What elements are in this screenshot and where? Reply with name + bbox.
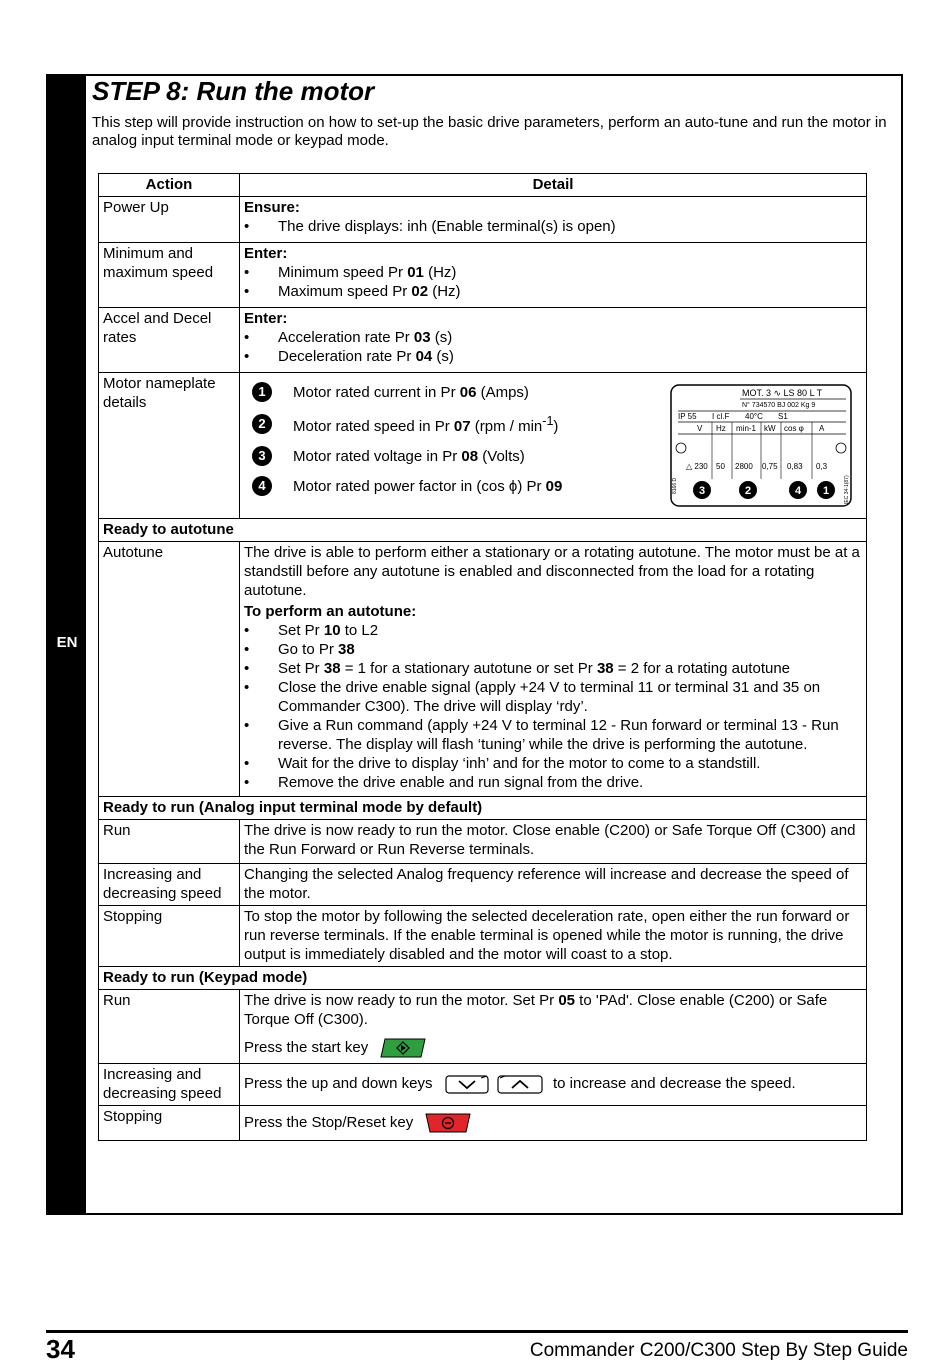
number-badge: 4	[252, 476, 272, 496]
plate-val-a: 0,3	[816, 462, 828, 471]
plate-col-hz: Hz	[716, 424, 726, 433]
bullet-list	[244, 217, 862, 236]
detail-cell	[240, 243, 867, 308]
plate-insulation-class: I cl.F	[712, 412, 730, 421]
footer-divider	[46, 1330, 908, 1333]
item-text: (Amps)	[476, 383, 529, 401]
item-text: (s)	[430, 329, 453, 346]
parameter-number: 38	[323, 660, 341, 677]
parameter-number: 38	[338, 641, 355, 658]
plate-badge-current	[817, 481, 835, 499]
start-key-icon	[380, 1038, 426, 1058]
parameter-number: 07	[453, 418, 471, 435]
plate-col-cos: cos φ	[784, 424, 804, 433]
action-cell: Accel and Decel rates	[99, 308, 240, 373]
list-item	[252, 476, 562, 496]
detail-cell	[240, 1106, 867, 1141]
list-item	[244, 621, 862, 640]
footer-title: Commander C200/C300 Step By Step Guide	[529, 1340, 908, 1361]
list-item	[244, 263, 862, 282]
item-text: (Hz)	[428, 283, 461, 300]
plate-val-cos: 0,83	[787, 462, 803, 471]
list-item	[252, 446, 562, 466]
detail-cell	[240, 542, 867, 797]
table-row	[99, 243, 867, 308]
language-sidebar	[48, 76, 86, 1213]
plate-mot: MOT. 3 ∿ LS 80 L T	[742, 388, 823, 398]
header-action: Action	[99, 174, 240, 197]
table-row	[99, 197, 867, 243]
bullet-list	[244, 621, 862, 792]
header-detail: Detail	[240, 174, 867, 197]
list-item	[252, 412, 562, 436]
item-text: Deceleration rate Pr	[278, 348, 416, 365]
list-item: • The drive displays: inh (Enable terminal(s) is open)	[244, 217, 862, 236]
action-cell: Run	[99, 820, 240, 864]
table-row	[99, 1064, 867, 1106]
section-heading: Ready to autotune	[99, 519, 867, 542]
item-text: (s)	[432, 348, 454, 365]
item-text: Press the up and down keys	[244, 1075, 433, 1093]
item-text	[293, 412, 558, 436]
detail-cell: The drive is now ready to run the motor. Close enable (C200) or Safe Torque Off (C300) and the Run Forward or Run Reverse terminals.	[240, 820, 867, 864]
nameplate-list	[244, 378, 562, 506]
action-cell: Motor nameplate details	[99, 373, 240, 519]
item-text: Go to Pr	[278, 641, 339, 658]
content-frame	[46, 74, 903, 1215]
nameplate-section	[244, 374, 862, 516]
item-text: to L2	[340, 622, 379, 639]
detail-cell	[240, 1064, 867, 1106]
item-text: Acceleration rate Pr	[278, 329, 414, 346]
parameter-number: 03	[413, 329, 431, 346]
item-text: Maximum speed Pr	[278, 283, 412, 300]
detail-cell	[240, 308, 867, 373]
action-cell: Power Up	[99, 197, 240, 243]
detail-cell	[240, 373, 867, 519]
action-cell: Increasing and decreasing speed	[99, 864, 240, 906]
plate-val-hz: 50	[716, 462, 725, 471]
parameter-number: 06	[459, 383, 477, 401]
list-item	[244, 640, 862, 659]
list-item	[244, 347, 862, 366]
plate-temperature: 40°C	[745, 412, 763, 421]
plate-col-kw: kW	[764, 424, 776, 433]
parameter-number: 05	[558, 992, 575, 1009]
table-row	[99, 820, 867, 864]
parameter-number: 01	[407, 264, 424, 281]
item-text: (Volts)	[478, 447, 525, 465]
parameter-number: 38	[596, 660, 614, 677]
action-cell: Autotune	[99, 542, 240, 797]
table-row	[99, 1106, 867, 1141]
table-row	[99, 906, 867, 967]
motor-nameplate-image	[670, 384, 852, 507]
item-text	[293, 447, 525, 466]
table-header-row	[99, 174, 867, 197]
plate-badge-label: 4	[794, 485, 802, 497]
item-text: to 'PAd'. Close enable (C200) or Safe Torque Off (C300).	[244, 992, 828, 1028]
item-text: Minimum speed Pr	[278, 264, 408, 281]
item-text: Press the Stop/Reset key	[244, 1113, 414, 1131]
item-text: Motor rated voltage in Pr	[293, 447, 462, 465]
list-item: • Give a Run command (apply +24 V to terminal 12 - Run forward or terminal 13 - Run reverse. The display will flash ‘tuning’ while the drive is performing the autotune.	[244, 716, 862, 754]
detail-cell	[240, 197, 867, 243]
run-instruction	[244, 991, 862, 1029]
plate-badge-label: 3	[698, 485, 706, 497]
table-row	[99, 990, 867, 1064]
item-text: Set Pr	[278, 622, 324, 639]
section-header-row	[99, 967, 867, 990]
language-label: EN	[56, 634, 78, 651]
item-text: Press the start key	[244, 1039, 369, 1056]
bullet-list	[244, 263, 862, 301]
page-title: STEP 8: Run the motor	[92, 76, 375, 106]
superscript: -1	[542, 414, 554, 428]
plate-val-rpm: 2800	[735, 462, 753, 471]
list-item	[244, 659, 862, 678]
table-row	[99, 373, 867, 519]
plate-side-left: 8166 D	[672, 477, 678, 494]
action-cell: Increasing and decreasing speed	[99, 1064, 240, 1106]
section-heading: Ready to run (Analog input terminal mode by default)	[99, 797, 867, 820]
plate-badge-label: 1	[822, 485, 830, 497]
down-key-icon	[445, 1074, 489, 1094]
number-badge: 1	[252, 382, 272, 402]
plate-col-rpm: min-1	[736, 424, 757, 433]
number-badge: 3	[252, 446, 272, 466]
item-text: Motor rated current in Pr	[293, 383, 460, 401]
parameter-number: 09	[545, 477, 563, 495]
plate-badge-speed	[739, 481, 757, 499]
detail-cell: To stop the motor by following the selected deceleration rate, open either the run forward or run reverse terminals. If the enable terminal is opened while the motor is running, the drive output is immediately disabled and the motor will coast to a stop.	[240, 906, 867, 967]
plate-ip: IP 55	[678, 412, 697, 421]
item-text: Motor rated power factor in (cos ϕ) Pr	[293, 477, 546, 495]
plate-serial: N° 734570 BJ 002 Kg 9	[742, 402, 816, 409]
action-cell: Run	[99, 990, 240, 1064]
plate-duty: S1	[778, 412, 788, 421]
list-item	[244, 282, 862, 301]
detail-cell: Changing the selected Analog frequency reference will increase and decrease the speed of the motor.	[240, 864, 867, 906]
table-row	[99, 308, 867, 373]
list-item	[244, 328, 862, 347]
start-key-instruction	[244, 1038, 862, 1058]
item-text: Set Pr	[278, 660, 324, 677]
item-text: )	[553, 418, 559, 435]
action-cell: Stopping	[99, 1106, 240, 1141]
item-text: (rpm / min	[470, 418, 543, 435]
parameter-number: 10	[323, 622, 341, 639]
table-row	[99, 864, 867, 906]
detail-heading: Enter:	[244, 310, 288, 327]
parameter-number: 04	[415, 348, 433, 365]
list-item: • Wait for the drive to display ‘inh’ and for the motor to come to a standstill.	[244, 754, 862, 773]
item-text: The drive is now ready to run the motor. Set Pr	[244, 992, 559, 1009]
autotune-description: The drive is able to perform either a stationary or a rotating autotune. The motor must be at a standstill before any autotune is enabled and disconnected from the load for a rotating autotune.	[244, 544, 860, 599]
table-row	[99, 542, 867, 797]
item-text: (Hz)	[423, 264, 457, 281]
list-item	[252, 382, 562, 402]
detail-cell	[240, 990, 867, 1064]
plate-badge-label: 2	[744, 485, 752, 497]
item-text: = 2 for a rotating autotune	[613, 660, 791, 677]
item-text	[293, 477, 562, 496]
bullet-list	[244, 328, 862, 366]
intro-text: This step will provide instruction on how to set-up the basic drive parameters, perform an auto-tune and run the motor in analog input terminal mode or keypad mode.	[92, 114, 887, 149]
plate-val-kw: 0,75	[762, 462, 778, 471]
run-motor-table	[98, 173, 867, 1141]
item-text	[293, 383, 529, 402]
section-header-row	[99, 519, 867, 542]
item-text: to increase and decrease the speed.	[552, 1075, 796, 1093]
plate-badge-voltage	[693, 481, 711, 499]
list-item: • Close the drive enable signal (apply +24 V to terminal 11 or terminal 31 and 35 on Commander C300). The drive will display ‘rdy’.	[244, 678, 862, 716]
page-number: 34	[46, 1334, 75, 1364]
parameter-number: 08	[461, 447, 479, 465]
section-header-row	[99, 797, 867, 820]
plate-col-v: V	[697, 424, 703, 433]
parameter-number: 02	[411, 283, 429, 300]
list-item: • Remove the drive enable and run signal from the drive.	[244, 773, 862, 792]
section-heading: Ready to run (Keypad mode)	[99, 967, 867, 990]
plate-col-a: A	[819, 424, 825, 433]
action-cell: Minimum and maximum speed	[99, 243, 240, 308]
action-cell: Stopping	[99, 906, 240, 967]
item-text: = 1 for a stationary autotune or set Pr	[340, 660, 597, 677]
detail-heading: To perform an autotune:	[244, 603, 417, 620]
plate-side-right: IEC 34-1(87)	[844, 475, 850, 504]
up-key-icon	[497, 1074, 543, 1094]
plate-val-v: △ 230	[686, 462, 708, 471]
detail-heading: Enter:	[244, 245, 288, 262]
plate-badge-powerfactor	[789, 481, 807, 499]
stop-reset-key-icon	[425, 1113, 471, 1133]
detail-heading: Ensure:	[244, 199, 300, 216]
number-badge: 2	[252, 414, 272, 434]
item-text: Motor rated speed in Pr	[293, 418, 454, 435]
